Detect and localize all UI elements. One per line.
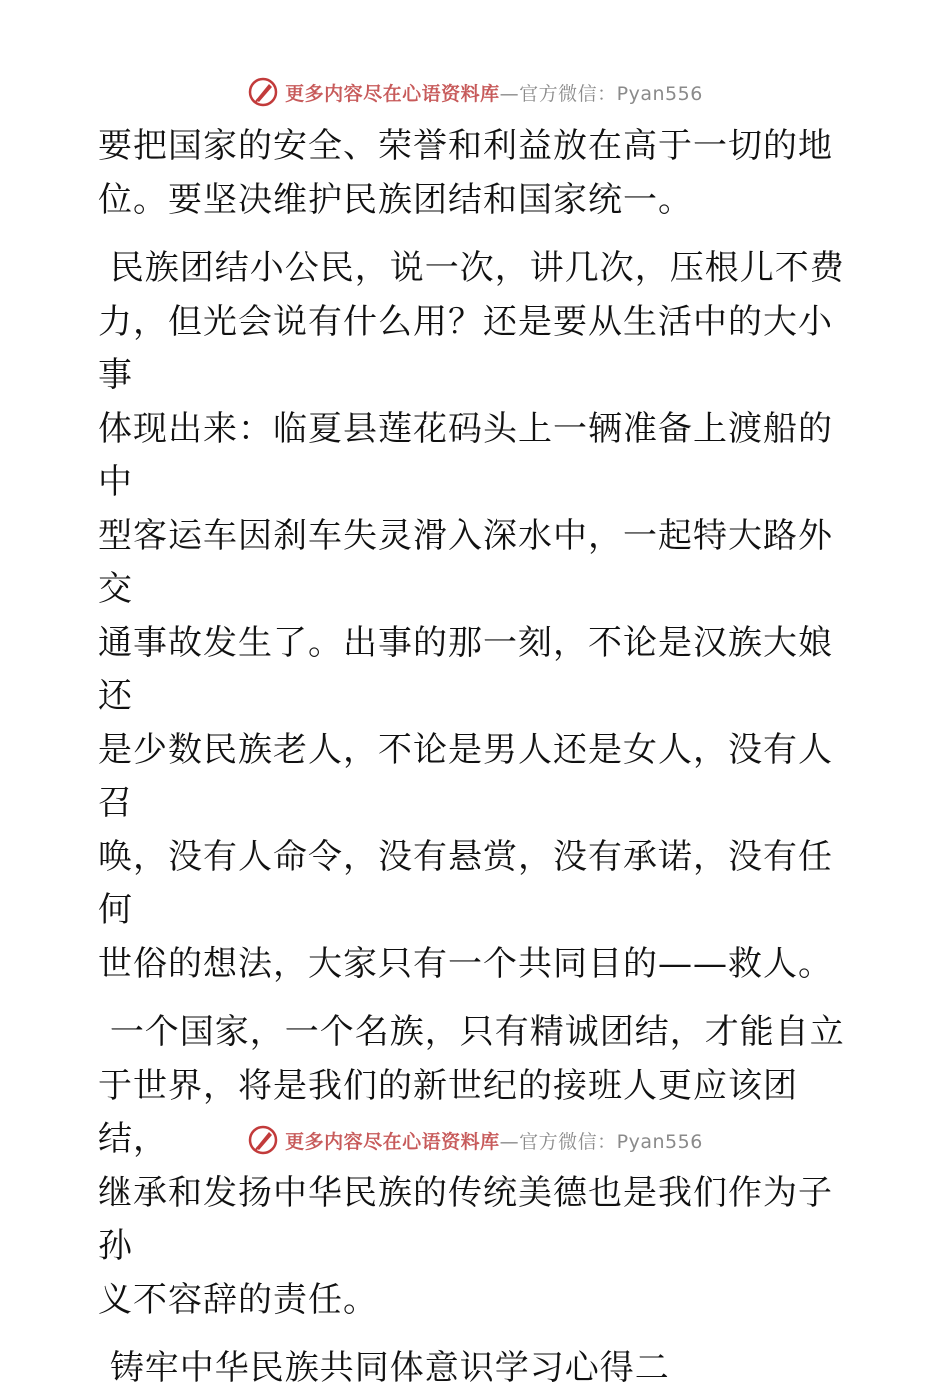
paragraph-1: [98, 120, 858, 227]
footer-banner-lead: 更多内容尽在心语资料库: [285, 1130, 500, 1153]
paragraph-line: 是少数民族老人，不论是男人还是女人，没有人召: [98, 729, 833, 823]
paragraph-line: 义不容辞的责任。: [98, 1279, 378, 1320]
paragraph-3: [98, 1006, 858, 1327]
footer-watermark-banner: [0, 1118, 950, 1162]
paragraph-line: 民族团结小公民，说一次，讲几次，压根儿不费: [98, 248, 845, 288]
quill-logo-icon: [247, 76, 279, 108]
paragraph-line: 通事故发生了。出事的那一刻，不论是汉族大娘还: [98, 622, 833, 716]
section-title: 铸牢中华民族共同体意识学习心得二: [98, 1348, 670, 1388]
paragraph-line: 体现出来：临夏县莲花码头上一辆准备上渡船的中: [98, 408, 833, 502]
paragraph-line: 于世界，将是我们的新世纪的接班人更应该团结，: [98, 1065, 798, 1159]
paragraph-line: 世俗的想法，大家只有一个共同目的——救人。: [98, 943, 833, 984]
header-watermark-banner: [0, 70, 950, 114]
header-banner-lead: 更多内容尽在心语资料库: [285, 82, 500, 105]
paragraph-line: 一个国家，一个名族，只有精诚团结，才能自立: [98, 1012, 845, 1052]
quill-logo-icon: [247, 1124, 279, 1156]
document-body: [98, 120, 858, 1396]
header-banner-rest: —官方微信：Pyan556: [499, 82, 703, 105]
paragraph-line: 要把国家的安全、荣誉和利益放在高于一切的地: [98, 126, 833, 166]
paragraph-2: [98, 242, 858, 991]
section-heading: [98, 1342, 858, 1396]
paragraph-line: 力，但光会说有什么用？还是要从生活中的大小事: [98, 301, 833, 395]
paragraph-line: 唤，没有人命令，没有悬赏，没有承诺，没有任何: [98, 836, 833, 930]
footer-banner-rest: —官方微信：Pyan556: [499, 1130, 703, 1153]
paragraph-line: 位。要坚决维护民族团结和国家统一。: [98, 179, 693, 220]
paragraph-line: 型客运车因刹车失灵滑入深水中，一起特大路外交: [98, 515, 833, 609]
paragraph-line: 继承和发扬中华民族的传统美德也是我们作为子孙: [98, 1172, 833, 1266]
